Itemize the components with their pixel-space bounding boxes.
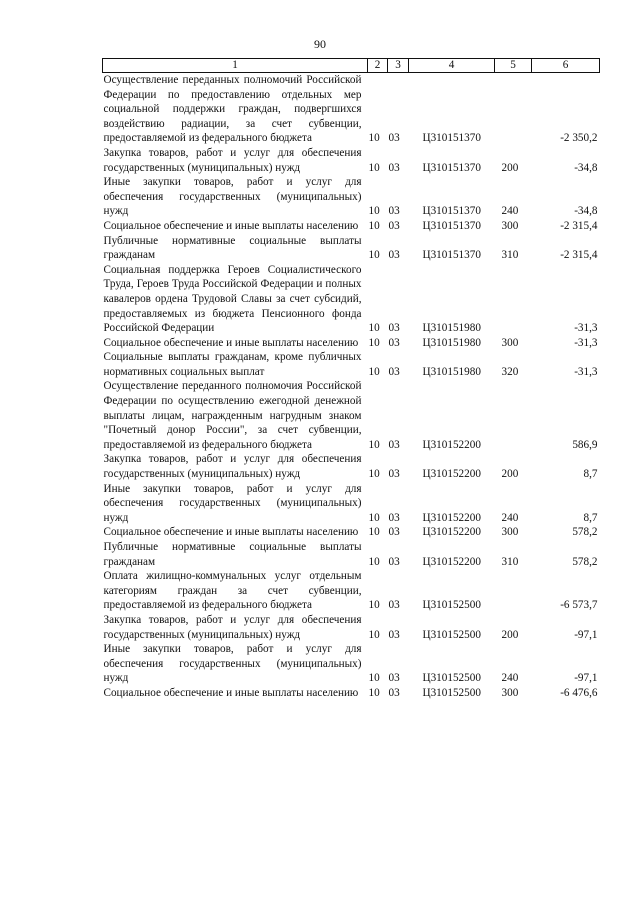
row-expense-type: 240 — [501, 205, 519, 218]
header-col-4: 4 — [409, 59, 495, 73]
row-target-code: Ц310152500 — [422, 672, 481, 685]
row-name: Иные закупки товаров, работ и услуг для обеспечения государственных (муниципальных) нужд — [103, 643, 362, 685]
header-col-3: 3 — [388, 59, 409, 73]
row-expense-type: 300 — [501, 686, 519, 699]
row-subsection: 03 — [388, 526, 400, 539]
row-subsection: 03 — [388, 599, 400, 612]
row-target-code: Ц310151980 — [422, 336, 481, 349]
row-subsection: 03 — [388, 438, 400, 451]
row-expense-type — [495, 73, 532, 146]
row-subsection: 03 — [388, 672, 400, 685]
row-expense-type: 200 — [501, 161, 519, 174]
row-section: 10 — [368, 132, 380, 145]
row-amount: 8,7 — [583, 468, 598, 481]
row-name: Иные закупки товаров, работ и услуг для обеспечения государственных (муниципальных) нужд — [103, 176, 362, 218]
row-target-code: Ц310152200 — [422, 511, 481, 524]
row-section: 10 — [368, 336, 380, 349]
table-row — [103, 175, 600, 219]
row-target-code: Ц310152200 — [422, 555, 481, 568]
table-row — [103, 452, 600, 481]
row-target-code: Ц310152200 — [422, 438, 481, 451]
row-target-code: Ц310152500 — [422, 686, 481, 699]
row-section: 10 — [368, 468, 380, 481]
row-name: Публичные нормативные социальные выплаты гражданам — [103, 541, 362, 568]
row-section: 10 — [368, 599, 380, 612]
row-target-code: Ц310151980 — [422, 365, 481, 378]
header-col-1: 1 — [103, 59, 368, 73]
row-target-code: Ц310152500 — [422, 599, 481, 612]
row-section: 10 — [368, 511, 380, 524]
row-amount: 586,9 — [572, 438, 598, 451]
row-expense-type — [495, 263, 532, 336]
row-section: 10 — [368, 205, 380, 218]
row-target-code: Ц310151370 — [422, 249, 481, 262]
table-row — [103, 540, 600, 569]
row-expense-type: 300 — [501, 336, 519, 349]
row-expense-type: 320 — [501, 365, 519, 378]
table-row — [103, 525, 600, 540]
table-header — [103, 59, 600, 73]
table-row — [103, 642, 600, 686]
row-subsection: 03 — [388, 511, 400, 524]
row-expense-type: 300 — [501, 526, 519, 539]
row-subsection: 03 — [388, 555, 400, 568]
table-row — [103, 263, 600, 336]
row-amount: -34,8 — [574, 205, 598, 218]
row-target-code: Ц310152200 — [422, 468, 481, 481]
row-amount: -2 350,2 — [560, 132, 598, 145]
row-target-code: Ц310151370 — [422, 205, 481, 218]
row-expense-type: 200 — [501, 468, 519, 481]
row-section: 10 — [368, 322, 380, 335]
row-amount: 8,7 — [583, 511, 598, 524]
row-section: 10 — [368, 686, 380, 699]
row-section: 10 — [368, 365, 380, 378]
row-section: 10 — [368, 526, 380, 539]
row-section: 10 — [368, 438, 380, 451]
row-section: 10 — [368, 628, 380, 641]
row-target-code: Ц310151370 — [422, 132, 481, 145]
row-target-code: Ц310152200 — [422, 526, 481, 539]
row-subsection: 03 — [388, 628, 400, 641]
page-number: 90 — [314, 37, 326, 51]
header-col-2: 2 — [368, 59, 388, 73]
row-expense-type: 200 — [501, 628, 519, 641]
header-col-6: 6 — [532, 59, 600, 73]
header-col-5: 5 — [495, 59, 532, 73]
row-subsection: 03 — [388, 322, 400, 335]
row-name: Осуществление переданных полномочий Российской Федерации по предоставлению отдельных мер социальной поддержки граждан, подвергшихся воздействию радиации, за счет субвенции, предоставляемой из федерального бюджета — [103, 74, 362, 145]
row-amount: 578,2 — [572, 526, 598, 539]
table-row — [103, 686, 600, 701]
table-body — [103, 73, 600, 701]
table-row — [103, 73, 600, 146]
row-subsection: 03 — [388, 161, 400, 174]
table-row — [103, 336, 600, 351]
row-section: 10 — [368, 555, 380, 568]
row-subsection: 03 — [388, 205, 400, 218]
row-amount: -34,8 — [574, 161, 598, 174]
row-name: Закупка товаров, работ и услуг для обеспечения государственных (муниципальных) нужд — [103, 453, 362, 481]
table-row — [103, 146, 600, 175]
row-subsection: 03 — [388, 249, 400, 262]
table-row — [103, 234, 600, 263]
row-name: Иные закупки товаров, работ и услуг для обеспечения государственных (муниципальных) нужд — [103, 482, 362, 524]
table-row — [103, 379, 600, 452]
row-subsection: 03 — [388, 336, 400, 349]
row-amount: -31,3 — [574, 336, 598, 349]
row-expense-type: 310 — [501, 249, 519, 262]
table-row — [103, 219, 600, 234]
row-amount: -97,1 — [574, 628, 598, 641]
row-expense-type — [495, 569, 532, 613]
row-expense-type — [495, 379, 532, 452]
row-name: Социальное обеспечение и иные выплаты населению — [103, 219, 359, 232]
row-section: 10 — [368, 249, 380, 262]
row-name: Социальные выплаты гражданам, кроме публичных нормативных социальных выплат — [103, 351, 362, 378]
row-name: Оплата жилищно-коммунальных услуг отдельным категориям граждан за счет субвенции, предоставляемой из федерального бюджета — [103, 570, 362, 612]
row-name: Социальное обеспечение и иные выплаты населению — [103, 526, 359, 539]
row-subsection: 03 — [388, 365, 400, 378]
table-row — [103, 613, 600, 642]
row-name: Публичные нормативные социальные выплаты гражданам — [103, 234, 362, 262]
row-amount: -6 476,6 — [560, 686, 598, 699]
row-amount: -2 315,4 — [560, 249, 598, 262]
row-subsection: 03 — [388, 468, 400, 481]
row-subsection: 03 — [388, 132, 400, 145]
row-name: Социальное обеспечение и иные выплаты населению — [103, 336, 359, 349]
row-name: Осуществление переданного полномочия Российской Федерации по осуществлению ежегодной денежной выплаты лицам, награжденным нагрудным знаком "Почетный донор России", за счет субвенции, предоставляемой из федерального бюджета — [103, 380, 362, 451]
row-expense-type: 310 — [501, 555, 519, 568]
budget-table — [102, 58, 600, 701]
row-amount: -97,1 — [574, 672, 598, 685]
table-row — [103, 350, 600, 379]
row-section: 10 — [368, 161, 380, 174]
row-target-code: Ц310151370 — [422, 219, 481, 232]
row-amount: 578,2 — [572, 555, 598, 568]
row-subsection: 03 — [388, 686, 400, 699]
row-subsection: 03 — [388, 219, 400, 232]
row-amount: -6 573,7 — [560, 599, 598, 612]
table-row — [103, 482, 600, 526]
row-amount: -31,3 — [574, 322, 598, 335]
row-name: Закупка товаров, работ и услуг для обеспечения государственных (муниципальных) нужд — [103, 146, 362, 174]
row-target-code: Ц310151370 — [422, 161, 481, 174]
row-target-code: Ц310151980 — [422, 322, 481, 335]
row-section: 10 — [368, 672, 380, 685]
row-section: 10 — [368, 219, 380, 232]
row-amount: -31,3 — [574, 365, 598, 378]
row-name: Социальное обеспечение и иные выплаты населению — [103, 686, 359, 699]
header-row — [103, 59, 600, 73]
row-expense-type: 300 — [501, 219, 519, 232]
row-name: Социальная поддержка Героев Социалистического Труда, Героев Труда Российской Федерации и полных кавалеров ордена Трудовой Славы за счет субсидий, предоставляемых из бюджета Пенсионного фонда Российской Федерации — [103, 263, 362, 335]
row-amount: -2 315,4 — [560, 219, 598, 232]
row-expense-type: 240 — [501, 672, 519, 685]
row-target-code: Ц310152500 — [422, 628, 481, 641]
row-name: Закупка товаров, работ и услуг для обеспечения государственных (муниципальных) нужд — [103, 613, 362, 641]
table-row — [103, 569, 600, 613]
row-expense-type: 240 — [501, 511, 519, 524]
